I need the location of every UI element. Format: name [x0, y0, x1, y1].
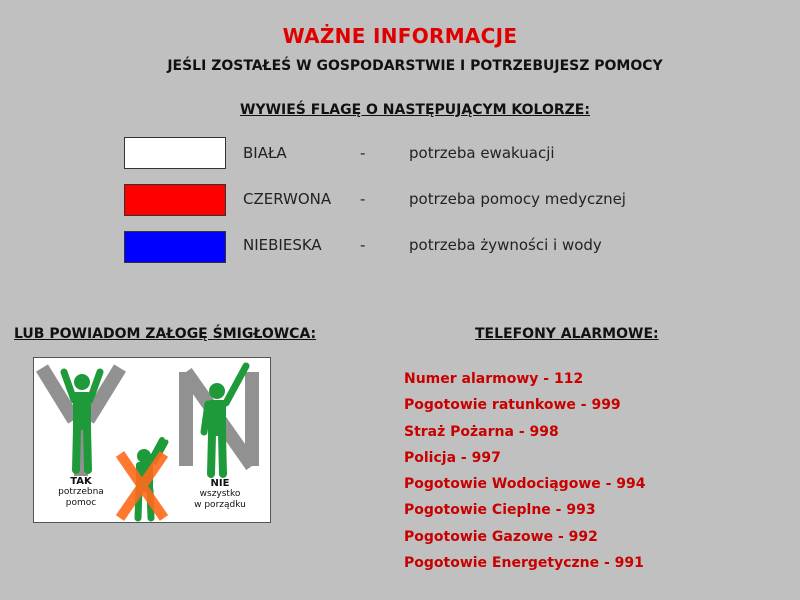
- flag-swatch-red: [124, 184, 226, 216]
- flag-dash: -: [360, 190, 366, 208]
- flag-name-blue: NIEBIESKA: [243, 236, 322, 254]
- helicopter-heading: LUB POWIADOM ZAŁOGĘ ŚMIGŁOWCA:: [14, 326, 317, 342]
- yes-desc-line2: pomoc: [65, 498, 97, 508]
- page-title: WAŻNE INFORMACJE: [282, 24, 518, 48]
- phone-item: Numer alarmowy - 112: [404, 371, 584, 387]
- no-desc-line1: wszystko: [199, 489, 241, 499]
- flag-dash: -: [360, 144, 366, 162]
- phone-item: Policja - 997: [404, 449, 501, 466]
- flag-meaning-red: potrzeba pomocy medycznej: [409, 190, 626, 208]
- helicopter-signal-picture: [33, 357, 271, 523]
- phone-item: Pogotowie Cieplne - 993: [404, 502, 596, 519]
- flag-dash: -: [360, 236, 366, 254]
- no-label: NIE: [210, 478, 230, 489]
- flag-meaning-white: potrzeba ewakuacji: [409, 144, 555, 162]
- phone-item: Pogotowie Energetyczne - 991: [404, 555, 644, 572]
- phone-item: Pogotowie ratunkowe - 999: [404, 397, 621, 414]
- phone-item: Pogotowie Wodociągowe - 994: [404, 476, 646, 493]
- phone-item: Straż Pożarna - 998: [404, 423, 559, 440]
- emergency-phone-list: [404, 368, 646, 578]
- flag-name-white: BIAŁA: [243, 144, 287, 162]
- flag-heading: WYWIEŚ FLAGĘ O NASTĘPUJĄCYM KOLORZE:: [240, 102, 590, 118]
- phones-heading: TELEFONY ALARMOWE:: [475, 326, 659, 342]
- flag-name-red: CZERWONA: [243, 190, 332, 208]
- yes-desc-line1: potrzebna: [58, 487, 104, 497]
- flag-swatch-white: [124, 137, 226, 169]
- no-desc-line2: w porządku: [194, 500, 246, 510]
- phone-item: Pogotowie Gazowe - 992: [404, 528, 598, 545]
- yes-caption: [48, 476, 114, 509]
- page-subtitle: JEŚLI ZOSTAŁEŚ W GOSPODARSTWIE I POTRZEBUJESZ POMOCY: [167, 58, 663, 74]
- flag-swatch-blue: [124, 231, 226, 263]
- yes-label: TAK: [70, 476, 92, 487]
- no-caption: [184, 478, 256, 511]
- flag-meaning-blue: potrzeba żywności i wody: [409, 236, 602, 254]
